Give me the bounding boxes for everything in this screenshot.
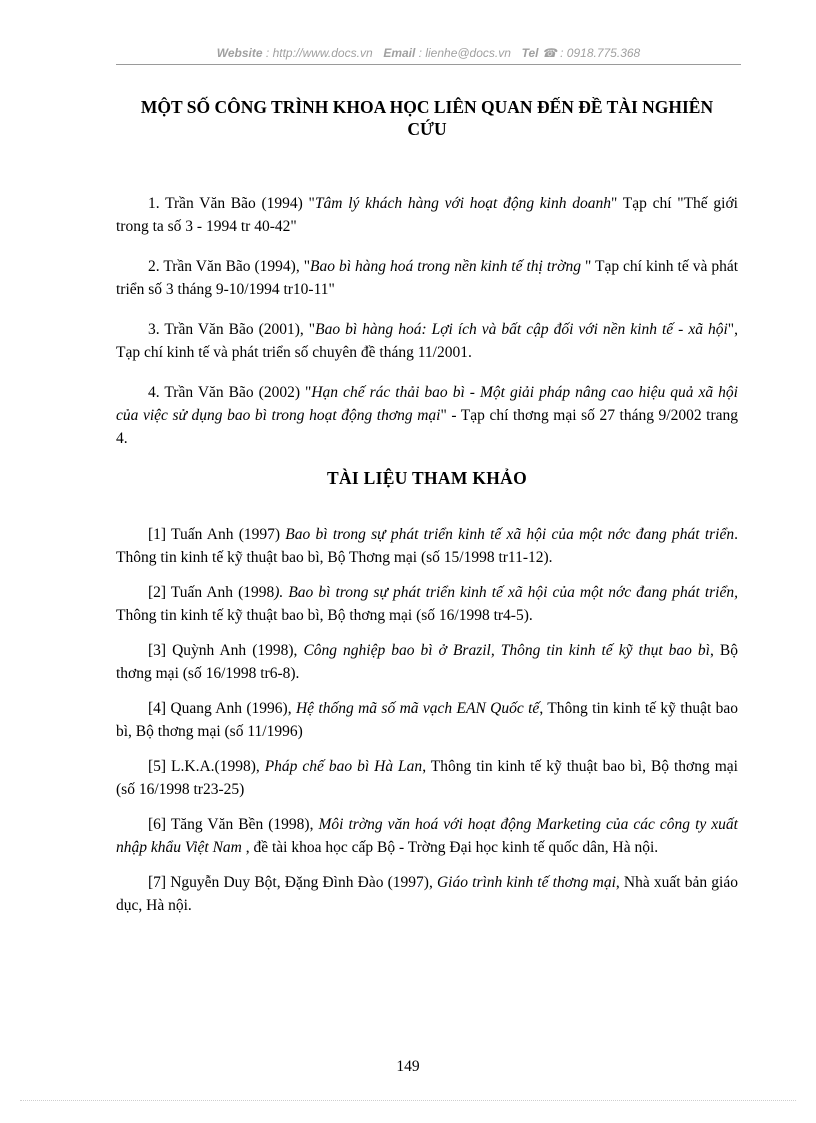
email-label: Email <box>383 46 416 60</box>
reference-item: [4] Quang Anh (1996), Hệ thống mã số mã vạch EAN Quốc tế, Thông tin kinh tế kỹ thuật bao bì, Bộ thơng mại (số 11/1996) <box>116 700 739 740</box>
page-number: 149 <box>396 1058 420 1075</box>
work-item: 2. Trần Văn Bão (1994), "Bao bì hàng hoá trong nền kinh tế thị trờng " Tạp chí kinh tế và phát triển số 3 tháng 9-10/1994 tr10-11" <box>116 258 739 298</box>
website-value: : http://www.docs.vn <box>265 46 373 60</box>
footer-divider <box>20 1100 796 1101</box>
works-list <box>116 192 738 450</box>
reference-item: [3] Quỳnh Anh (1998), Công nghiệp bao bì ở Brazil, Thông tin kinh tế kỹ thụt bao bì, Bộ thơng mại (số 16/1998 tr6-8). <box>116 642 738 682</box>
tel-label: Tel <box>521 46 539 60</box>
work-item: 1. Trần Văn Bão (1994) "Tâm lý khách hàng với hoạt động kinh doanh" Tạp chí "Thế giới trong ta số 3 - 1994 tr 40-42" <box>116 195 738 235</box>
phone-icon: ☎ <box>541 46 557 60</box>
page-header <box>116 46 741 65</box>
website-label: Website <box>216 46 263 60</box>
email-value: : lienhe@docs.vn <box>418 46 511 60</box>
references-heading: TÀI LIỆU THAM KHẢO <box>326 468 528 488</box>
work-item: 4. Trần Văn Bão (2002) "Hạn chế rác thải bao bì - Một giải pháp nâng cao hiệu quả xã hội của việc sử dụng bao bì trong hoạt động thơng mại" - Tạp chí thơng mại số 27 tháng 9/2002 trang 4. <box>116 384 738 447</box>
page-content <box>116 96 738 929</box>
work-item: 3. Trần Văn Bão (2001), "Bao bì hàng hoá: Lợi ích và bất cập đối với nền kinh tế - xã hội", Tạp chí kinh tế và phát triển số chuyên đề tháng 11/2001. <box>116 321 738 361</box>
reference-item: [5] L.K.A.(1998), Pháp chế bao bì Hà Lan, Thông tin kinh tế kỹ thuật bao bì, Bộ thơng mại (số 16/1998 tr23-25) <box>116 758 738 798</box>
reference-item: [2] Tuấn Anh (1998). Bao bì trong sự phát triển kinh tế xã hội của một nớc đang phát triển, Thông tin kinh tế kỹ thuật bao bì, Bộ thơng mại (số 16/1998 tr4-5). <box>116 584 738 624</box>
references-list <box>116 523 738 917</box>
reference-item: [6] Tăng Văn Bền (1998), Môi trờng văn hoá với hoạt động Marketing của các công ty xuất nhập khẩu Việt Nam , đề tài khoa học cấp Bộ - Trờng Đại học kinh tế quốc dân, Hà nội. <box>116 816 738 856</box>
page-title: MỘT SỐ CÔNG TRÌNH KHOA HỌC LIÊN QUAN ĐẾN ĐỀ TÀI NGHIÊN CỨU <box>140 97 714 139</box>
tel-value: : 0918.775.368 <box>560 46 641 60</box>
reference-item: [1] Tuấn Anh (1997) Bao bì trong sự phát triển kinh tế xã hội của một nớc đang phát triển. Thông tin kinh tế kỹ thuật bao bì, Bộ Thơng mại (số 15/1998 tr11-12). <box>116 526 738 566</box>
reference-item: [7] Nguyễn Duy Bột, Đặng Đình Đào (1997), Giáo trình kinh tế thơng mại, Nhà xuất bản giáo dục, Hà nội. <box>116 874 738 914</box>
